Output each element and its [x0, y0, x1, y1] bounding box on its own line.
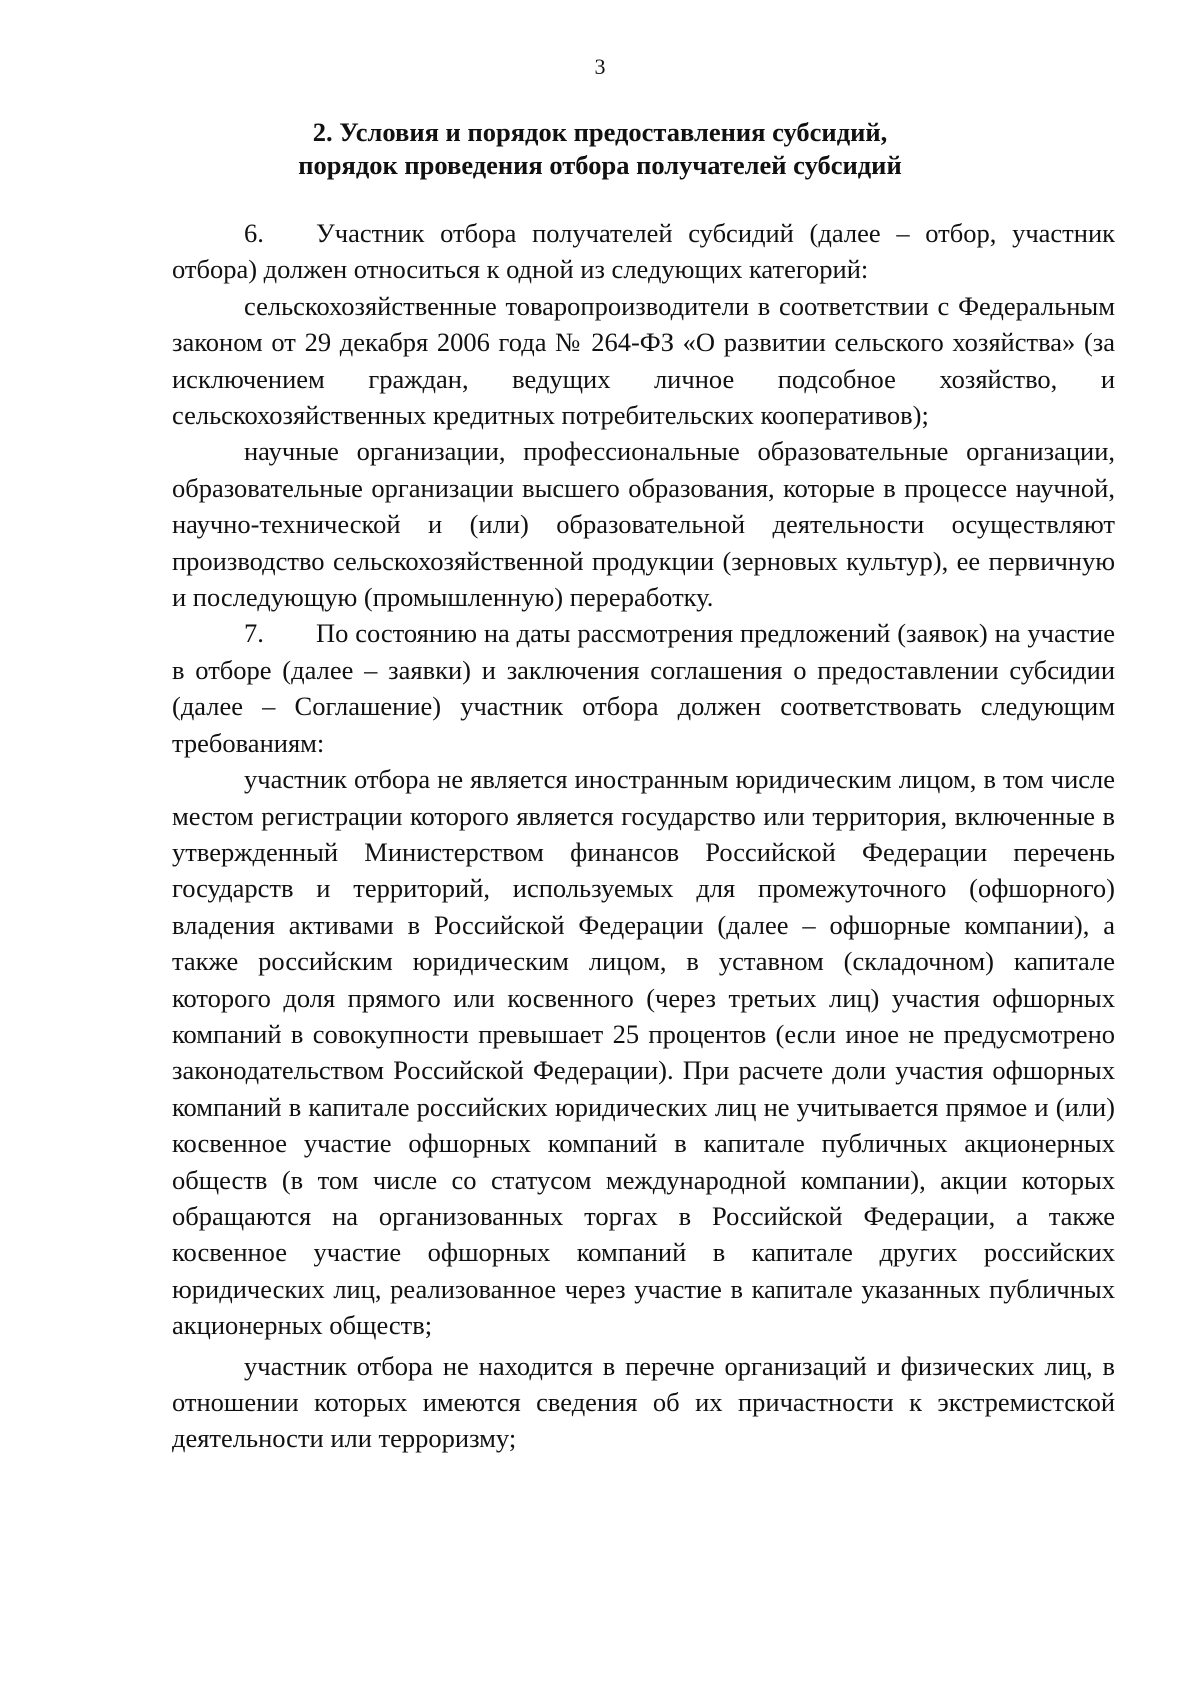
page-number: 3 [594, 54, 606, 79]
paragraph-text: участник отбора не является иностранным юридическим лицом, в том числе местом регистрации которого является государство или территория, включенные в утвержденный Министерством финансов Российской Федерации перечень государств и территорий, используемых для промежуточного (офшорного) владения активами в Российской Федерации (далее – офшорные компании), а также российским юридическим лицом, в уставном (складочном) капитале которого доля прямого или косвенного (через третьих лиц) участия офшорных компаний в совокупности превышает 25 процентов (если иное не предусмотрено законодательством Российской Федерации). При расчете доли участия офшорных компаний в капитале российских юридических лиц не учитывается прямое и (или) косвенное участие офшорных компаний в капитале публичных акционерных обществ (в том числе со статусом международной компании), акции которых обращаются на организованных торгах в Российской Федерации, а также косвенное участие офшорных компаний в капитале других российских юридических лиц, реализованное через участие в капитале указанных публичных акционерных обществ; [172, 764, 1115, 1341]
section-title [150, 116, 1050, 182]
section-title-line-1: 2. Условия и порядок предоставления субсидий, [312, 117, 888, 147]
paragraph-text: научные организации, профессиональные образовательные организации, образовательные организации высшего образования, которые в процессе научной, научно-технической и (или) образовательной деятельности осуществляют производство сельскохозяйственной продукции (зерновых культур), ее первичную и последующую (промышленную) переработку. [172, 436, 1115, 613]
paragraph-text: участник отбора не находится в перечне организаций и физических лиц, в отношении которых имеются сведения об их причастности к экстремистской деятельности или терроризму; [172, 1350, 1115, 1454]
paragraph-category-scientific-organizations [172, 433, 1115, 615]
paragraph-text: По состоянию на даты рассмотрения предложений (заявок) на участие в отборе (далее – заявки) и заключения соглашения о предоставлении субсидии (далее – Соглашение) участник отбора должен соответствовать следующим требованиям: [172, 618, 1115, 758]
paragraph-category-agricultural-producers [172, 288, 1115, 434]
paragraph-number: 7. [244, 618, 264, 649]
paragraph-6 [172, 215, 1115, 288]
paragraph-7 [172, 615, 1115, 761]
paragraph-requirement-offshore [172, 761, 1115, 1344]
paragraph-text: сельскохозяйственные товаропроизводители в соответствии с Федеральным законом от 29 декабря 2006 года № 264-ФЗ «О развитии сельского хозяйства» (за исключением граждан, ведущих личное подсобное хозяйство, и сельскохозяйственных кредитных потребительских кооперативов); [172, 290, 1115, 431]
paragraph-number: 6. [244, 218, 264, 248]
document-body [172, 215, 1115, 1457]
paragraph-requirement-extremism [172, 1348, 1115, 1457]
section-title-line-2: порядок проведения отбора получателей субсидий [298, 150, 902, 180]
paragraph-text: Участник отбора получателей субсидий (далее – отбор, участник отбора) должен относиться к одной из следующих категорий: [172, 218, 1115, 285]
